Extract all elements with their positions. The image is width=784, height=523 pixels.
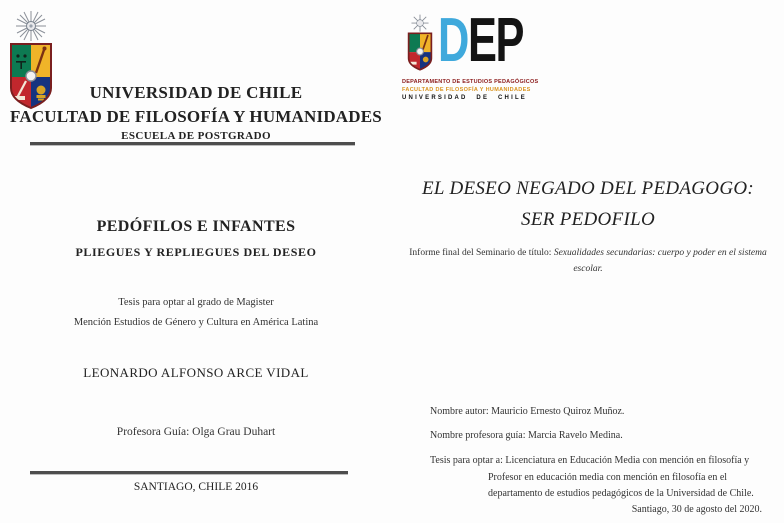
degree-statement-line1: Tesis para optar al grado de Magister bbox=[118, 297, 274, 308]
faculty-name: FACULTAD DE FILOSOFÍA Y HUMANIDADES bbox=[10, 107, 382, 126]
seminar-title-italic: Sexualidades secundarias: cuerpo y poder en el sistema escolar. bbox=[553, 248, 767, 274]
dep-letters-ep: EP bbox=[467, 6, 524, 75]
advisor-line: Nombre profesora guía: Marcia Ravelo Medina. bbox=[430, 430, 623, 441]
dep-acronym bbox=[438, 6, 524, 75]
advisor-name: Profesora Guía: Olga Grau Duhart bbox=[116, 426, 276, 438]
university-name: UNIVERSIDAD DE CHILE bbox=[89, 83, 303, 102]
author-name: LEONARDO ALFONSO ARCE VIDAL bbox=[83, 365, 309, 380]
dep-logo-department-line: DEPARTAMENTO DE ESTUDIOS PEDAGÓGICOS bbox=[402, 79, 539, 85]
dep-logo-faculty-line: FACULTAD DE FILOSOFÍA Y HUMANIDADES bbox=[402, 87, 531, 93]
thesis-cover-2020 bbox=[392, 0, 784, 523]
thesis-title: PEDÓFILOS E INFANTES bbox=[96, 218, 296, 235]
dep-letter-d: D bbox=[438, 6, 468, 75]
degree-statement: Tesis para optar a: Licenciatura en Educación Media con mención en filosofía y Profesor en educación media con mención en filosofía en el departamento de estudios pedagógicos de la Universidad de Chile. bbox=[430, 455, 754, 499]
author-line: Nombre autor: Mauricio Ernesto Quiroz Muñoz. bbox=[430, 406, 625, 417]
city-year: SANTIAGO, CHILE 2016 bbox=[133, 481, 259, 493]
thesis-subtitle: PLIEGUES Y REPLIEGUES DEL DESEO bbox=[75, 245, 317, 259]
report-title-line2: SER PEDOFILO bbox=[521, 209, 655, 230]
seminar-report-statement bbox=[408, 245, 768, 277]
dep-logo-university-line: UNIVERSIDAD DE CHILE bbox=[402, 95, 528, 101]
date-city-line: Santiago, 30 de agosto del 2020. bbox=[631, 504, 762, 515]
footer-divider-rule bbox=[30, 471, 348, 475]
school-name: ESCUELA DE POSTGRADO bbox=[121, 130, 271, 142]
header-divider-rule bbox=[30, 142, 355, 146]
universidad-de-chile-crest-small-icon bbox=[402, 14, 438, 77]
degree-statement-line2: Mención Estudios de Género y Cultura en América Latina bbox=[73, 317, 319, 328]
report-statement-prefix: Informe final del Seminario de título: bbox=[409, 248, 554, 258]
dep-department-logo bbox=[402, 6, 539, 102]
report-title-line1: EL DESEO NEGADO DEL PEDAGOGO: bbox=[421, 178, 755, 199]
